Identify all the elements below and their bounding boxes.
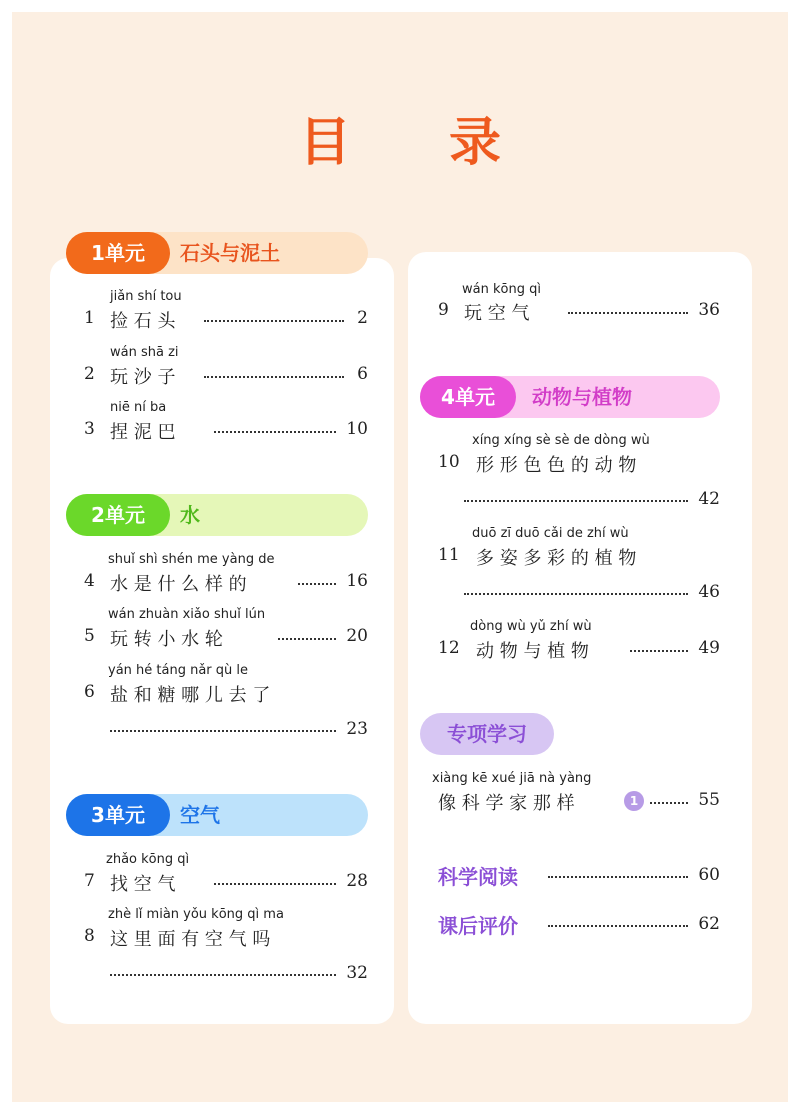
lesson-4-pinyin: shuǐ shì shén me yàng de bbox=[108, 552, 275, 567]
lesson-7-number: 7 bbox=[84, 871, 95, 891]
lesson-10-leader bbox=[464, 500, 688, 502]
lesson-7-title[interactable]: 找 空 气 bbox=[110, 874, 176, 895]
lesson-3-number: 3 bbox=[84, 419, 95, 439]
lesson-9-page: 36 bbox=[698, 300, 720, 320]
lesson-11-pinyin: duō zī duō cǎi de zhí wù bbox=[472, 526, 629, 541]
lesson-3-pinyin: niē ní ba bbox=[110, 400, 167, 415]
lesson-1-page: 2 bbox=[357, 308, 368, 328]
unit-2-header[interactable] bbox=[66, 494, 368, 536]
lesson-6-title[interactable]: 盐 和 糖 哪 儿 去 了 bbox=[110, 685, 271, 706]
lesson-4-number: 4 bbox=[84, 571, 95, 591]
special-badge: 1 bbox=[624, 791, 644, 811]
lesson-9-pinyin: wán kōng qì bbox=[462, 282, 541, 297]
unit-1-header[interactable] bbox=[66, 232, 368, 274]
lesson-11-title[interactable]: 多 姿 多 彩 的 植 物 bbox=[476, 548, 637, 569]
special-pinyin: xiàng kē xué jiā nà yàng bbox=[432, 771, 592, 786]
unit-2-label: 2单元 bbox=[66, 494, 170, 536]
lesson-8-pinyin: zhè lǐ miàn yǒu kōng qì ma bbox=[108, 907, 284, 922]
unit-3-header[interactable] bbox=[66, 794, 368, 836]
lesson-10-number: 10 bbox=[438, 452, 460, 472]
lesson-8-page: 32 bbox=[346, 963, 368, 983]
special-study-header[interactable]: 专项学习 bbox=[420, 713, 554, 755]
lesson-1-leader bbox=[204, 320, 344, 322]
lesson-2-number: 2 bbox=[84, 364, 95, 384]
lesson-3-page: 10 bbox=[346, 419, 368, 439]
lesson-11-number: 11 bbox=[438, 545, 460, 565]
lesson-6-number: 6 bbox=[84, 682, 95, 702]
unit-4-label: 4单元 bbox=[420, 376, 516, 418]
lesson-6-leader bbox=[110, 730, 336, 732]
lesson-11-leader bbox=[464, 593, 688, 595]
lesson-9-number: 9 bbox=[438, 300, 449, 320]
special-title[interactable]: 像 科 学 家 那 样 bbox=[438, 793, 575, 814]
lesson-2-pinyin: wán shā zi bbox=[110, 345, 179, 360]
lesson-8-leader bbox=[110, 974, 336, 976]
unit-3-label: 3单元 bbox=[66, 794, 170, 836]
unit-4-header[interactable] bbox=[420, 376, 720, 418]
after-class-evaluation-label[interactable]: 课后评价 bbox=[438, 914, 518, 938]
lesson-10-pinyin: xíng xíng sè sè de dòng wù bbox=[472, 433, 650, 448]
lesson-12-number: 12 bbox=[438, 638, 460, 658]
lesson-9-leader bbox=[568, 312, 688, 314]
science-reading-leader bbox=[548, 876, 688, 878]
lesson-4-title[interactable]: 水 是 什 么 样 的 bbox=[110, 574, 247, 595]
lesson-7-pinyin: zhǎo kōng qì bbox=[106, 852, 190, 867]
science-reading-label[interactable]: 科学阅读 bbox=[438, 865, 518, 889]
unit-1-label: 1单元 bbox=[66, 232, 170, 274]
lesson-5-title[interactable]: 玩 转 小 水 轮 bbox=[110, 629, 223, 650]
lesson-7-leader bbox=[214, 883, 336, 885]
special-page: 55 bbox=[698, 790, 720, 810]
lesson-9-title[interactable]: 玩 空 气 bbox=[464, 303, 530, 324]
lesson-6-page: 23 bbox=[346, 719, 368, 739]
lesson-10-page: 42 bbox=[698, 489, 720, 509]
unit-2-name: 水 bbox=[180, 503, 200, 527]
lesson-1-number: 1 bbox=[84, 308, 95, 328]
lesson-4-page: 16 bbox=[346, 571, 368, 591]
lesson-8-number: 8 bbox=[84, 926, 95, 946]
lesson-12-page: 49 bbox=[698, 638, 720, 658]
science-reading-page: 60 bbox=[698, 865, 720, 885]
lesson-6-pinyin: yán hé táng nǎr qù le bbox=[108, 663, 249, 678]
lesson-12-title[interactable]: 动 物 与 植 物 bbox=[476, 641, 589, 662]
lesson-2-title[interactable]: 玩 沙 子 bbox=[110, 367, 176, 388]
lesson-3-leader bbox=[214, 431, 336, 433]
lesson-8-title[interactable]: 这 里 面 有 空 气 吗 bbox=[110, 929, 271, 950]
after-class-evaluation-page: 62 bbox=[698, 914, 720, 934]
lesson-1-pinyin: jiǎn shí tou bbox=[110, 289, 182, 304]
lesson-5-pinyin: wán zhuàn xiǎo shuǐ lún bbox=[108, 607, 266, 622]
lesson-10-title[interactable]: 形 形 色 色 的 动 物 bbox=[476, 455, 637, 476]
lesson-1-title[interactable]: 捡 石 头 bbox=[110, 311, 176, 332]
lesson-11-page: 46 bbox=[698, 582, 720, 602]
lesson-12-pinyin: dòng wù yǔ zhí wù bbox=[470, 619, 592, 634]
lesson-5-page: 20 bbox=[346, 626, 368, 646]
unit-4-name: 动物与植物 bbox=[532, 385, 632, 409]
page-title: 目 录 bbox=[298, 113, 542, 173]
after-class-evaluation-leader bbox=[548, 925, 688, 927]
lesson-5-number: 5 bbox=[84, 626, 95, 646]
unit-3-name: 空气 bbox=[180, 803, 220, 827]
lesson-3-title[interactable]: 捏 泥 巴 bbox=[110, 422, 176, 443]
lesson-7-page: 28 bbox=[346, 871, 368, 891]
lesson-2-leader bbox=[204, 376, 344, 378]
lesson-2-page: 6 bbox=[357, 364, 368, 384]
unit-1-name: 石头与泥土 bbox=[180, 241, 280, 265]
